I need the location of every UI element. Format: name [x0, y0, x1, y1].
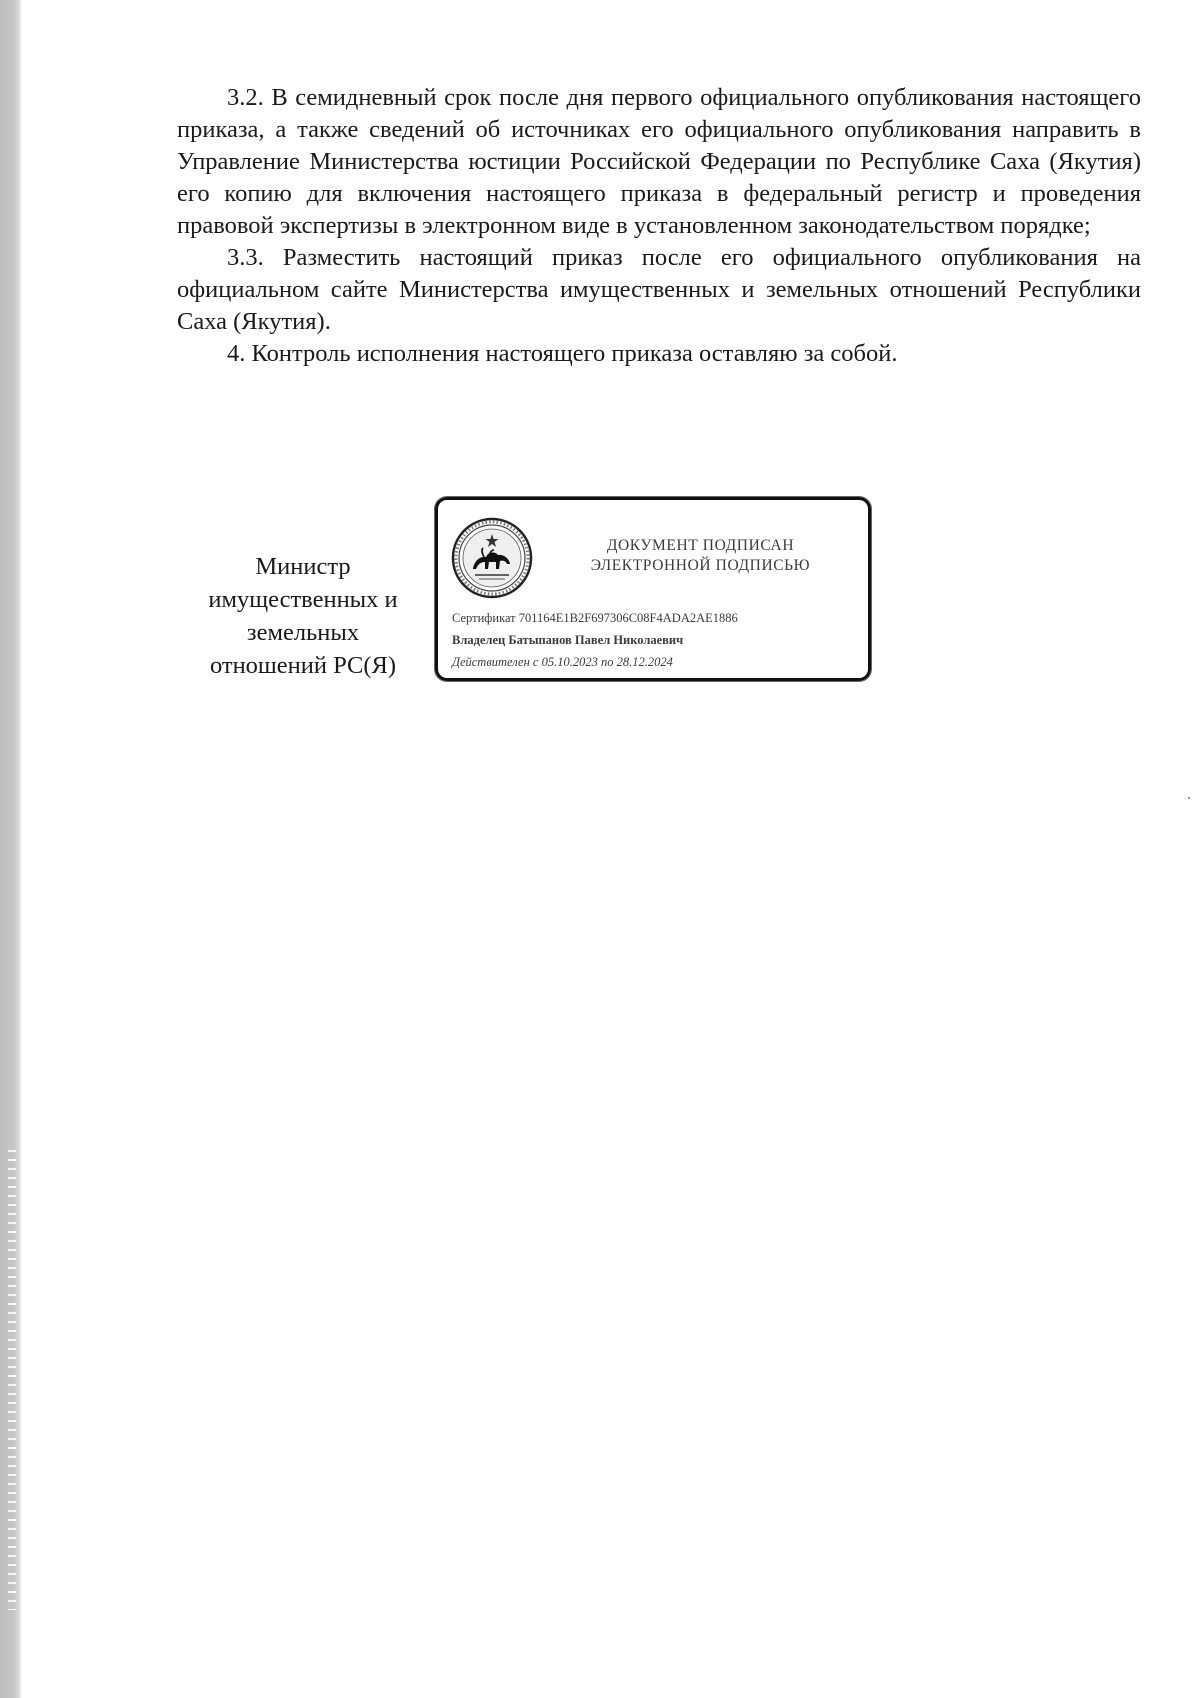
- paragraph-4: 4. Контроль исполнения настоящего приказа оставляю за собой.: [227, 340, 898, 367]
- scan-edge-marks: [8, 1150, 16, 1610]
- paragraph-3-2: 3.2. В семидневный срок после дня первого официального опубликования настоящего приказа, а также сведений об источниках его официального опубликования направить в Управление Министерства юстиции Российской Федерации по Республике Саха (Якутия) его копию для включения настоящего приказа в федеральный регистр и проведения правовой экспертизы в электронном виде в установленном законодательством порядке;: [177, 84, 1141, 239]
- certificate-owner: Владелец Батыпанов Павел Николаевич: [452, 633, 684, 647]
- signatory-position: [188, 550, 418, 682]
- certificate-number: Сертификат 701164E1B2F697306C08F4ADA2AE1886: [452, 611, 738, 625]
- stamp-title: [548, 536, 853, 576]
- scan-speck: [1188, 797, 1190, 799]
- coat-of-arms-icon: [451, 517, 533, 599]
- position-line: отношений РС(Я): [209, 652, 397, 679]
- certificate-validity: Действителен с 05.10.2023 по 28.12.2024: [452, 655, 673, 669]
- scan-left-edge: [0, 0, 22, 1698]
- stamp-title-line: ДОКУМЕНТ ПОДПИСАН: [606, 537, 795, 554]
- paragraph-3-3: 3.3. Разместить настоящий приказ после его официального опубликования на официальном сайте Министерства имущественных и земельных отношений Республики Саха (Якутия).: [177, 244, 1141, 335]
- stamp-details: [452, 607, 862, 673]
- order-body-text: [177, 82, 1141, 370]
- position-line: Министр: [255, 553, 351, 580]
- position-line: имущественных и: [208, 586, 398, 613]
- position-line: земельных: [246, 619, 360, 646]
- electronic-signature-stamp: [435, 497, 871, 681]
- stamp-title-line: ЭЛЕКТРОННОЙ ПОДПИСЬЮ: [590, 557, 811, 574]
